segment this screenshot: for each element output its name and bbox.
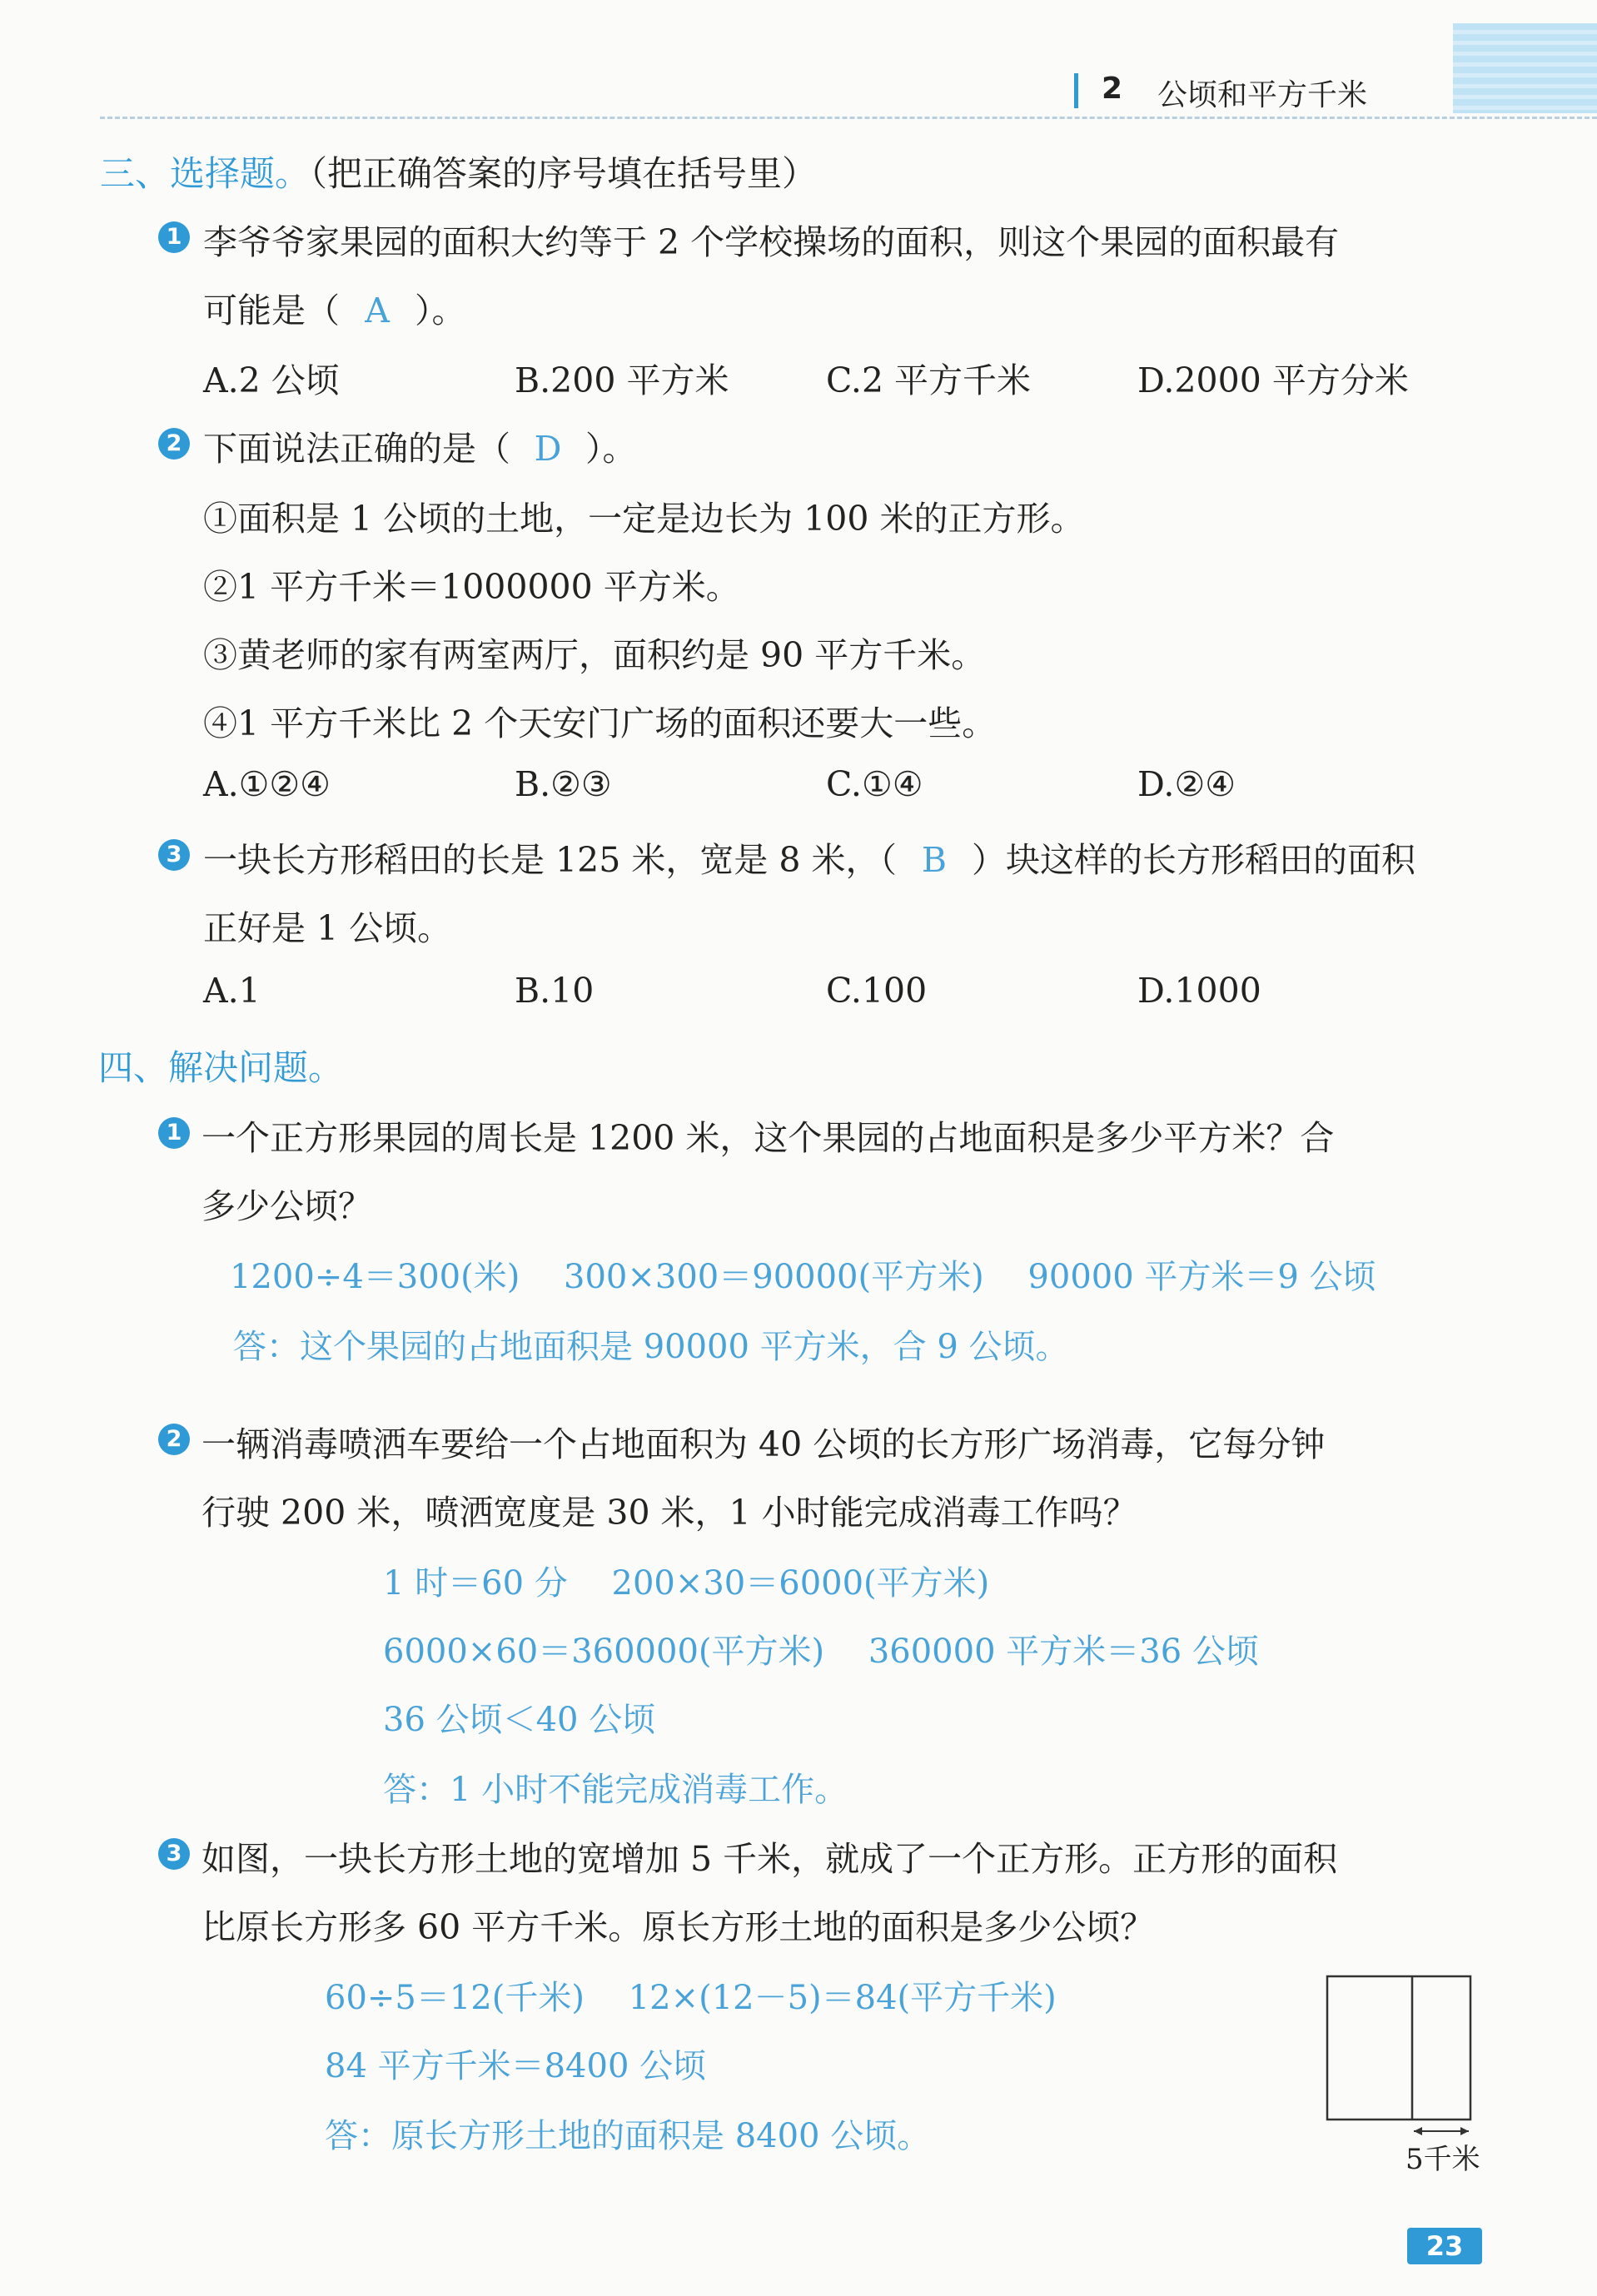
section3-heading: [100, 147, 817, 196]
s4-q1-line2: 多少公顷？: [201, 1186, 372, 1226]
s3-q1-line1: 李爷爷家果园的面积大约等于 2 个学校操场的面积，则这个果园的面积最有: [203, 222, 1340, 262]
s3-q3-number: 3: [158, 839, 190, 871]
s3-q3-line2: 正好是 1 公顷。: [203, 908, 452, 948]
page-number: 23: [1407, 2228, 1482, 2264]
s4-q1-number: 1: [158, 1117, 190, 1149]
s3-q1-option-c: C.2 平方千米: [826, 360, 1032, 400]
s3-q3-option-d: D.1000: [1137, 971, 1261, 1011]
s3-q2-option-c: C.①④: [826, 764, 923, 804]
s3-q1-line2: 可能是（ A ）。: [203, 291, 466, 330]
s3-q1-option-a: A.2 公顷: [203, 360, 340, 400]
chapter-number: 2: [1102, 72, 1123, 106]
s4-q2-work-3: 36 公顷＜40 公顷: [383, 1701, 656, 1739]
s4-q3-number: 3: [158, 1838, 190, 1870]
s3-q2-answer: D: [534, 429, 562, 469]
section3-subtitle: （把正确答案的序号填在括号里）: [310, 153, 818, 194]
chapter-title: 公顷和平方千米: [1157, 78, 1368, 112]
s3-q1-number: 1: [158, 221, 190, 253]
s3-q3-option-b: B.10: [515, 971, 595, 1011]
rectangle-figure: [1316, 1965, 1499, 2164]
s4-q2-number: 2: [158, 1424, 190, 1455]
s4-q3-answer: 答：原长方形土地的面积是 8400 公顷。: [325, 2117, 931, 2155]
arrow-left-icon: [1414, 2127, 1422, 2135]
s3-q3-answer: B: [921, 840, 948, 880]
s4-q2-work-2: 6000×60＝360000(平方米) 360000 平方米＝36 公顷: [383, 1633, 1259, 1671]
s4-q3-work-1: 60÷5＝12(千米) 12×(12－5)＝84(平方千米): [325, 1979, 1057, 2017]
s3-q2-statement-3: ③黄老师的家有两室两厅，面积约是 90 平方千米。: [203, 635, 986, 675]
s3-q1-option-d: D.2000 平方分米: [1137, 360, 1409, 400]
header-divider: [100, 117, 1597, 119]
s4-q1-line1: 一个正方形果园的周长是 1200 米，这个果园的占地面积是多少平方米？合: [201, 1118, 1335, 1158]
s3-q1-answer: A: [365, 291, 390, 330]
s3-q3-option-c: C.100: [826, 971, 928, 1011]
s3-q2-option-d: D.②④: [1137, 764, 1236, 804]
section4-title: 四、解决问题。: [98, 1047, 344, 1088]
square-outline: [1327, 1976, 1470, 2120]
s4-q3-line2: 比原长方形多 60 平方千米。原长方形土地的面积是多少公顷？: [201, 1907, 1155, 1947]
s4-q1-work: 1200÷4＝300(米) 300×300＝90000(平方米) 90000 平方米＝9 公顷: [230, 1258, 1376, 1296]
s4-q3-line1: 如图，一块长方形土地的宽增加 5 千米，就成了一个正方形。正方形的面积: [201, 1839, 1338, 1879]
s3-q2-option-a: A.①②④: [203, 764, 331, 804]
s3-q2-statement-4: ④1 平方千米比 2 个天安门广场的面积还要大一些。: [203, 703, 997, 743]
s4-q3-work-2: 84 平方千米＝8400 公顷: [325, 2047, 707, 2085]
header-bar: [1074, 73, 1078, 108]
header-decoration: [1453, 23, 1597, 113]
section3-title: 三、选择题。: [100, 153, 311, 194]
s4-q2-line2: 行驶 200 米，喷洒宽度是 30 米，1 小时能完成消毒工作吗？: [201, 1493, 1137, 1533]
s3-q3-option-a: A.1: [203, 971, 261, 1011]
arrow-right-icon: [1460, 2127, 1469, 2135]
s3-q2-statement-1: ①面积是 1 公顷的土地，一定是边长为 100 米的正方形。: [203, 499, 1085, 539]
s4-q1-answer: 答：这个果园的占地面积是 90000 平方米，合 9 公顷。: [233, 1328, 1069, 1366]
s3-q2-line1: 下面说法正确的是（ D ）。: [203, 429, 637, 469]
figure-label: 5千米: [1405, 2143, 1480, 2176]
s3-q3-line1: 一块长方形稻田的长是 125 米，宽是 8 米，（ B ）块这样的长方形稻田的面积: [203, 840, 1415, 880]
s3-q1-option-b: B.200 平方米: [515, 360, 729, 400]
s4-q2-answer: 答：1 小时不能完成消毒工作。: [383, 1771, 848, 1809]
s3-q2-option-b: B.②③: [515, 764, 612, 804]
s4-q2-work-1: 1 时＝60 分 200×30＝6000(平方米): [383, 1564, 990, 1603]
s3-q2-statement-2: ②1 平方千米＝1000000 平方米。: [203, 567, 740, 607]
s3-q2-number: 2: [158, 428, 190, 460]
s4-q2-line1: 一辆消毒喷洒车要给一个占地面积为 40 公顷的长方形广场消毒，它每分钟: [201, 1424, 1326, 1464]
